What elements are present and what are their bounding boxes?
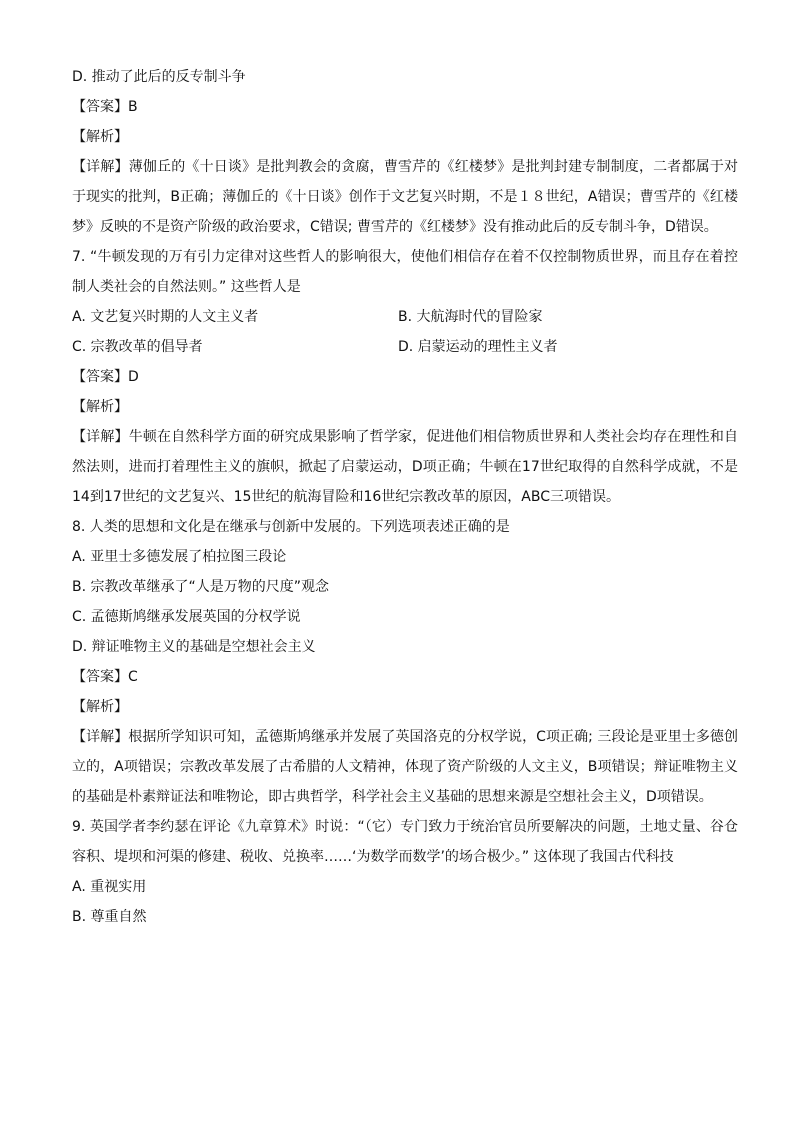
q7-analysis-heading: 【解析】 [72,399,128,415]
q9-stem: 9. 英国学者李约瑟在评论《九章算术》时说：“（它）专门致力于统治官员所要解决的问题，土地丈量、谷仓容积、堤坝和河渠的修建、税收、兑换率……‘为数学而数学’的场合极少。” 这体现了我国古代科技 [72,819,738,865]
q6-detail: 【详解】薄伽丘的《十日谈》是批判教会的贪腐，曹雪芹的《红楼梦》是批判封建专制制度，二者都属于对于现实的批判，B正确；薄伽丘的《十日谈》创作于文艺复兴时期，不是１８世纪，A错误；曹雪芹的《红楼梦》反映的不是资产阶级的政治要求，C错误; 曹雪芹的《红楼梦》没有推动此后的反专制斗争，D错误。 [72,159,738,235]
q8-option-a: A. 亚里士多德发展了柏拉图三段论 [72,549,287,565]
q9-option-b: B. 尊重自然 [72,909,147,925]
q8-stem: 8. 人类的思想和文化是在继承与创新中发展的。下列选项表述正确的是 [72,519,510,535]
q6-analysis-heading: 【解析】 [72,129,128,145]
q6-answer: 【答案】B [72,99,138,115]
q8-option-c: C. 孟德斯鸠继承发展英国的分权学说 [72,609,301,625]
q8-analysis-heading: 【解析】 [72,699,128,715]
q7-options-row-1 [72,302,738,332]
q8-detail: 【详解】根据所学知识可知，孟德斯鸠继承并发展了英国洛克的分权学说，C项正确; 三段论是亚里士多德创立的，A项错误；宗教改革发展了古希腊的人文精神，体现了资产阶级的人文主义，B项错误；辩证唯物主义的基础是朴素辩证法和唯物论，即古典哲学，科学社会主义基础的思想来源是空想社会主义，D项错误。 [72,729,738,805]
q7-answer: 【答案】D [72,369,139,385]
q7-option-c: C. 宗教改革的倡导者 [72,339,203,355]
q7-stem: 7. “牛顿发现的万有引力定律对这些哲人的影响很大，使他们相信存在着不仅控制物质世界，而且存在着控制人类社会的自然法则。” 这些哲人是 [72,249,738,295]
q7-option-d: D. 启蒙运动的理性主义者 [398,339,558,355]
q6-option-d: D. 推动了此后的反专制斗争 [72,69,246,85]
q7-option-a: A. 文艺复兴时期的人文主义者 [72,309,259,325]
q8-answer: 【答案】C [72,669,138,685]
q8-option-d: D. 辩证唯物主义的基础是空想社会主义 [72,639,316,655]
q9-option-a: A. 重视实用 [72,879,147,895]
q7-option-b: B. 大航海时代的冒险家 [398,309,543,325]
q8-option-b: B. 宗教改革继承了“人是万物的尺度”观念 [72,579,330,595]
q7-options-row-2 [72,332,738,362]
q7-detail: 【详解】牛顿在自然科学方面的研究成果影响了哲学家，促进他们相信物质世界和人类社会均存在理性和自然法则，进而打着理性主义的旗帜，掀起了启蒙运动，D项正确；牛顿在17世纪取得的自然科学成就，不是14到17世纪的文艺复兴、15世纪的航海冒险和16世纪宗教改革的原因，ABC三项错误。 [72,429,738,505]
